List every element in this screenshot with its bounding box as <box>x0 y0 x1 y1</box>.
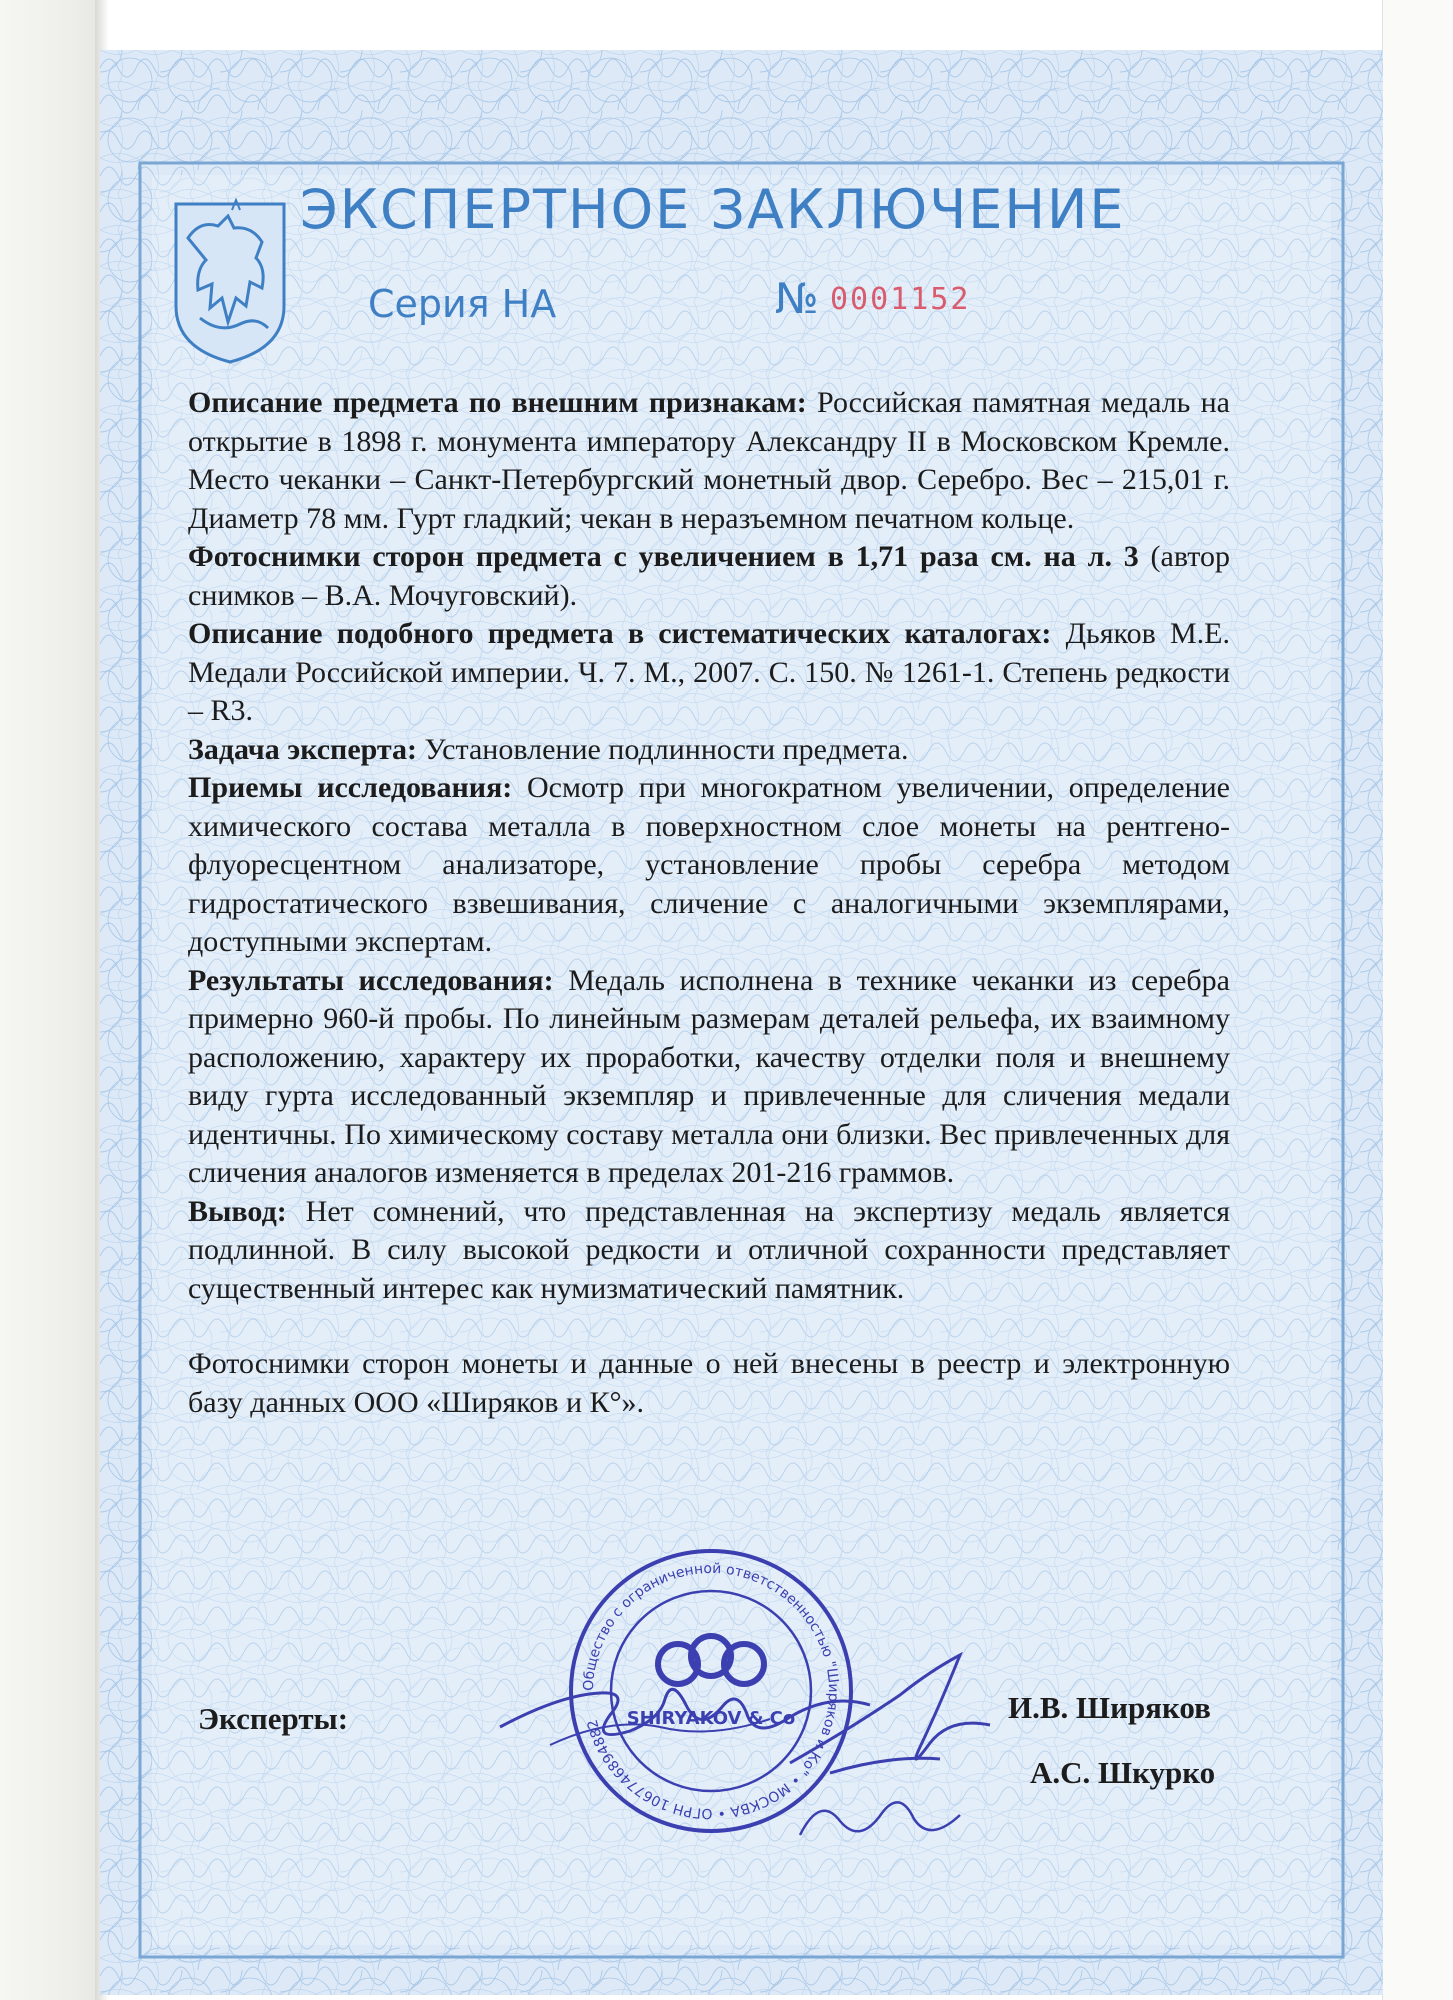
section-task <box>188 731 1230 770</box>
section-appearance <box>188 384 1230 538</box>
section-results <box>188 962 1230 1193</box>
stamp-ring-text: Общество с ограниченной ответственностью "Ширяков и Ко" • МОСКВА • ОГРН 1067746894882 <box>580 1560 842 1822</box>
section-label: Фотоснимки сторон предмета с увеличением в 1,71 раза см. на л. 3 <box>188 540 1139 573</box>
section-label: Задача эксперта: <box>188 732 418 766</box>
number-sign: № <box>775 274 819 323</box>
expert-name-2: А.С. Шкурко <box>1030 1755 1216 1790</box>
section-catalog <box>188 615 1230 731</box>
section-text: Нет сомнений, что представленная на экспертизу медаль является подлинной. В силу высокой редкости и отличной сохранности представляет существенный интерес как нумизматический памятник. <box>188 1194 1230 1305</box>
section-text: Дьяков М.Е. Медали Российской империи. Ч. 7. М., 2007. С. 150. № 1261-1. Степень редкости – R3. <box>188 617 1230 727</box>
section-label: Результаты исследования: <box>188 963 554 997</box>
section-text: Медаль исполнена в технике чеканки из серебра примерно 960-й пробы. По линейным размерам деталей рельефа, их взаимному расположению, характеру их проработки, качеству отделки поля и внешнему виду гурта исследованный экземпляр и привлеченные для сличения медали идентичны. По химическому составу металла они близки. Вес привлеченных для сличения аналогов изменяется в пределах 201-216 граммов. <box>188 963 1230 1189</box>
expert-name-1: И.В. Ширяков <box>1008 1690 1211 1725</box>
section-label: Вывод: <box>188 1194 287 1228</box>
moscow-coat-of-arms <box>170 198 290 366</box>
section-methods <box>188 769 1230 962</box>
series-label: Серия НА <box>368 282 557 326</box>
section-label: Описание предмета по внешним признакам: <box>188 386 807 419</box>
experts-label: Эксперты: <box>198 1701 349 1736</box>
document-title: ЭКСПЕРТНОЕ ЗАКЛЮЧЕНИЕ <box>300 178 1126 241</box>
section-text: (автор снимков – В.А. Мочуговский). <box>188 540 1230 612</box>
section-text: Осмотр при многократном увеличении, определение химического состава металла в поверхностном слое монеты на рентгено-флуоресцентном анализаторе, установление пробы серебра методом гидростатического взвешивания, сличение с аналогичными экземплярами, доступными экспертам. <box>188 771 1230 958</box>
section-text: Установление подлинности предмета. <box>417 732 909 766</box>
section-text: Российская памятная медаль на открытие в 1898 г. монумента императору Александру II в Московском Кремле. Место чеканки – Санкт-Петербургский монетный двор. Серебро. Вес – 215,01 г. Диаметр 78 мм. Гурт гладкий; чекан в неразъемном печатном кольце. <box>188 386 1230 535</box>
stamp-center-text: SHIRYAKOV & Co <box>626 1708 796 1729</box>
scan-left-margin <box>0 0 100 2000</box>
section-conclusion <box>188 1193 1230 1309</box>
signatures <box>490 1635 1010 1865</box>
section-label: Приемы исследования: <box>188 771 513 804</box>
scan-right-margin <box>1382 0 1453 2000</box>
registry-note: Фотоснимки сторон монеты и данные о ней внесены в реестр и электронную базу данных ООО «Ширяков и К°». <box>188 1347 1230 1419</box>
certificate-body <box>188 384 1230 1422</box>
section-photos <box>188 538 1230 615</box>
section-label: Описание подобного предмета в систематических каталогах: <box>188 617 1052 650</box>
serial-number: 0001152 <box>830 282 971 317</box>
